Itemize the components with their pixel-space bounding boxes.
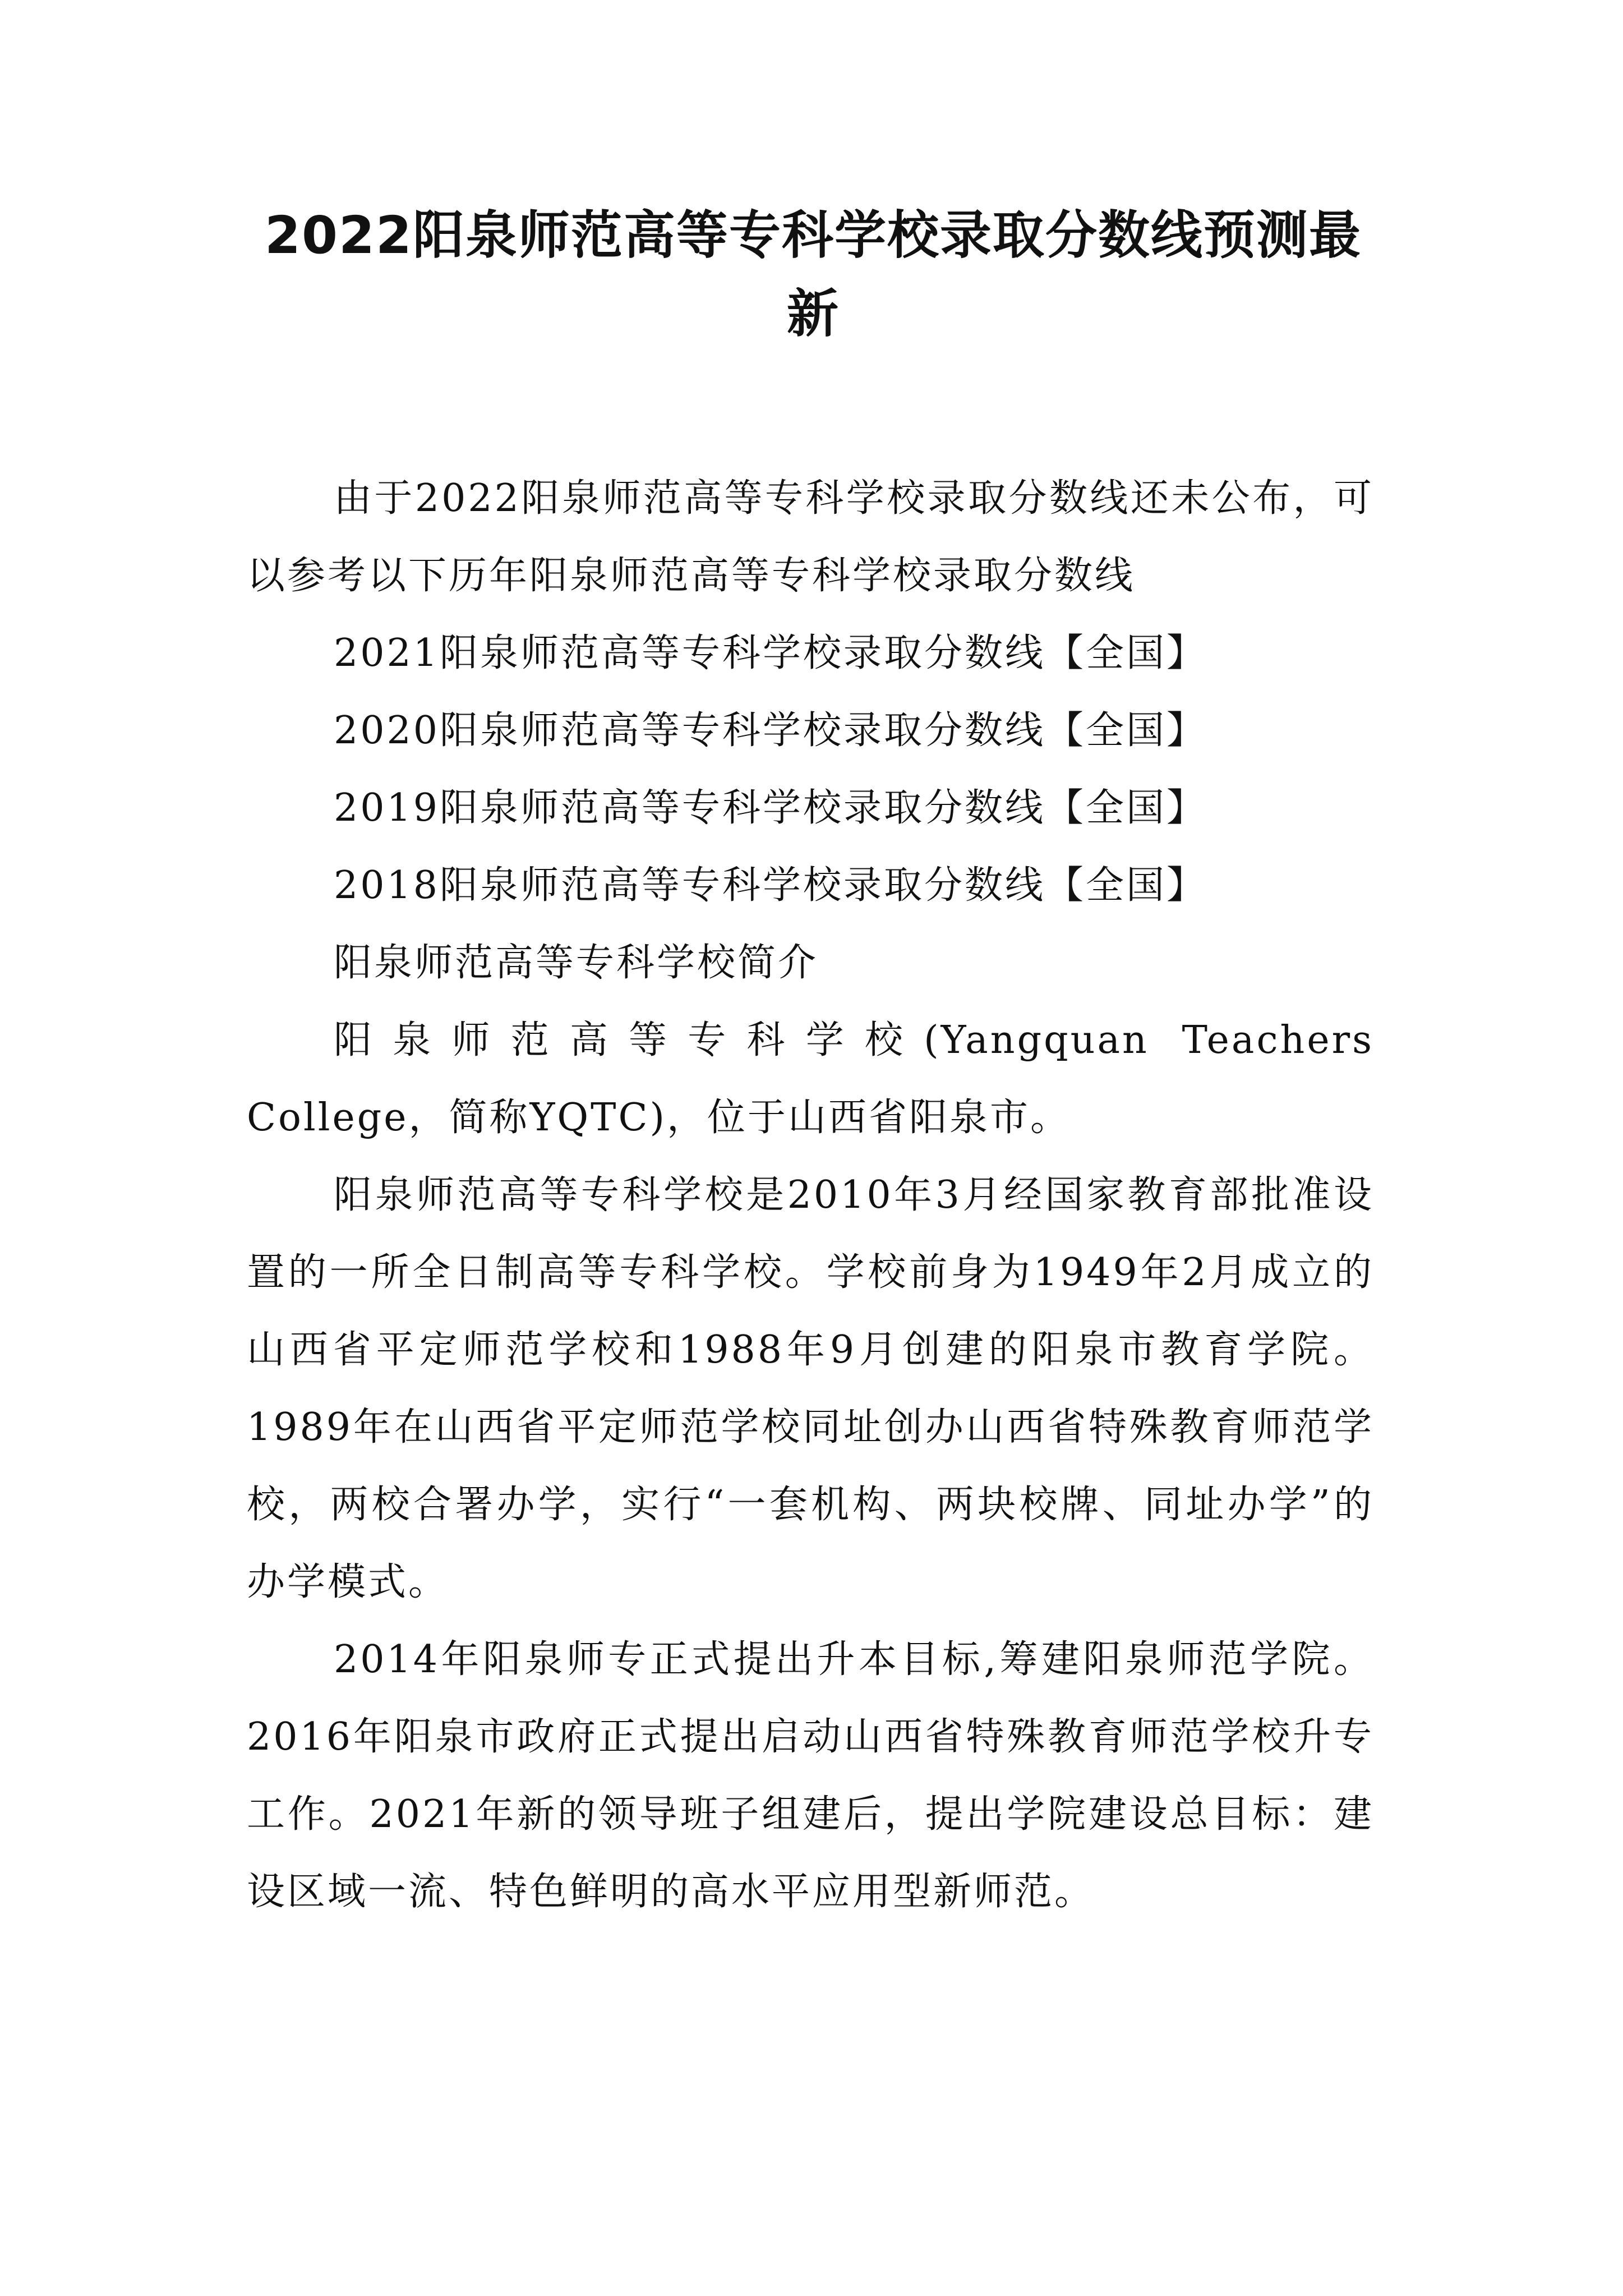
intro-paragraph: 由于2022阳泉师范高等专科学校录取分数线还未公布，可以参考以下历年阳泉师范高等专科学校录取分数线 <box>247 476 1374 598</box>
document-body <box>247 460 1374 1931</box>
score-line-2020: 2020阳泉师范高等专科学校录取分数线【全国】 <box>334 708 1207 753</box>
document-title: 2022阳泉师范高等专科学校录取分数线预测最新 <box>264 205 1362 344</box>
score-line-2019: 2019阳泉师范高等专科学校录取分数线【全国】 <box>334 786 1207 830</box>
school-development-paragraph: 2014年阳泉师专正式提出升本目标,筹建阳泉师范学院。2016年阳泉市政府正式提出启动山西省特殊教育师范学校升专工作。2021年新的领导班子组建后，提出学院建设总目标：建设区域一流、特色鲜明的高水平应用型新师范。 <box>247 1637 1374 1914</box>
school-overview-paragraph: 阳泉师范高等专科学校(Yangquan Teachers College，简称YQTC)，位于山西省阳泉市。 <box>247 1018 1374 1140</box>
section-heading-intro: 阳泉师范高等专科学校简介 <box>334 941 819 985</box>
score-line-2018: 2018阳泉师范高等专科学校录取分数线【全国】 <box>334 863 1207 908</box>
school-history-paragraph: 阳泉师范高等专科学校是2010年3月经国家教育部批准设置的一所全日制高等专科学校。学校前身为1949年2月成立的山西省平定师范学校和1988年9月创建的阳泉市教育学院。1989年在山西省平定师范学校同址创办山西省特殊教育师范学校，两校合署办学，实行“一套机构、两块校牌、同址办学”的办学模式。 <box>247 1173 1374 1604</box>
score-line-2021: 2021阳泉师范高等专科学校录取分数线【全国】 <box>334 631 1207 675</box>
